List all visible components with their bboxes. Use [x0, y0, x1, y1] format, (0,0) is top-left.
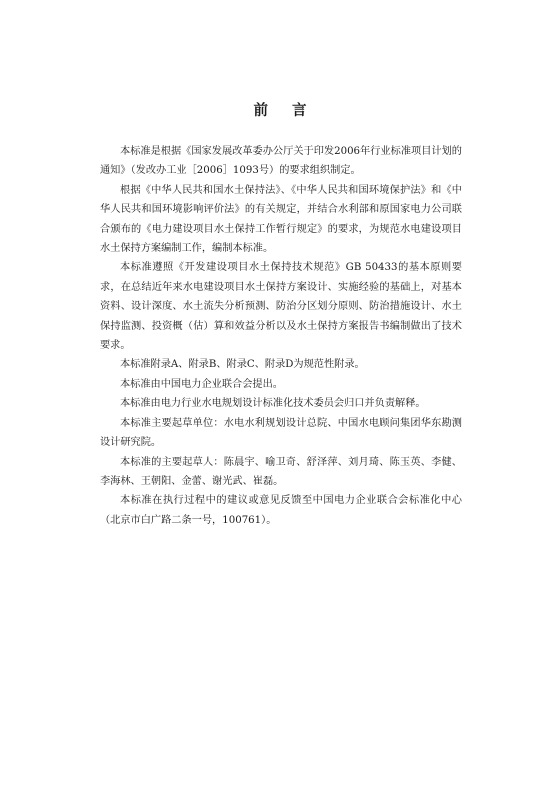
document-body: [100, 142, 462, 530]
paragraph-drafters: 本标准的主要起草人：陈晨宇、喻卫奇、舒泽萍、刘月琦、陈玉英、李健、李海林、王朝阳、金蕾、谢光武、崔磊。: [100, 456, 462, 487]
paragraph-proposer: 本标准由中国电力企业联合会提出。: [120, 378, 283, 390]
paragraph-drafting-units: 本标准主要起草单位：水电水利规划设计总院、中国水电顾问集团华东勘测设计研究院。: [100, 417, 462, 449]
paragraph-committee: 本标准由电力行业水电规划设计标准化技术委员会归口并负责解释。: [120, 398, 426, 410]
paragraph-origin: 本标准是根据《国家发展改革委办公厅关于印发2006年行业标准项目计划的通知》（发改办工业［2006］1093号）的要求组织制定。: [100, 146, 462, 177]
paragraph-basis: 根据《中华人民共和国水土保持法》、《中华人民共和国环境保护法》和《中华人民共和国环境影响评价法》的有关规定，并结合水利部和原国家电力公司联合颁布的《电力建设项目水土保持工作暂行规定》的要求，为规范水电建设项目水土保持方案编制工作，编制本标准。: [100, 184, 462, 255]
paragraph-scope: 本标准遵照《开发建设项目水土保持技术规范》GB 50433的基本原则要求，在总结近年来水电建设项目水土保持方案设计、实施经验的基础上，对基本资料、设计深度、水土流失分析预测、防治分区划分原则、防治措施设计、水土保持监测、投资概（估）算和效益分析以及水土保持方案报告书编制做出了技术要求。: [100, 262, 462, 352]
page-title: 前言: [253, 103, 331, 119]
paragraph-feedback: 本标准在执行过程中的建议或意见反馈至中国电力企业联合会标准化中心（北京市白广路二条一号，100761）。: [100, 495, 462, 526]
paragraph-appendix: 本标准附录A、附录B、附录C、附录D为规范性附录。: [120, 359, 365, 371]
